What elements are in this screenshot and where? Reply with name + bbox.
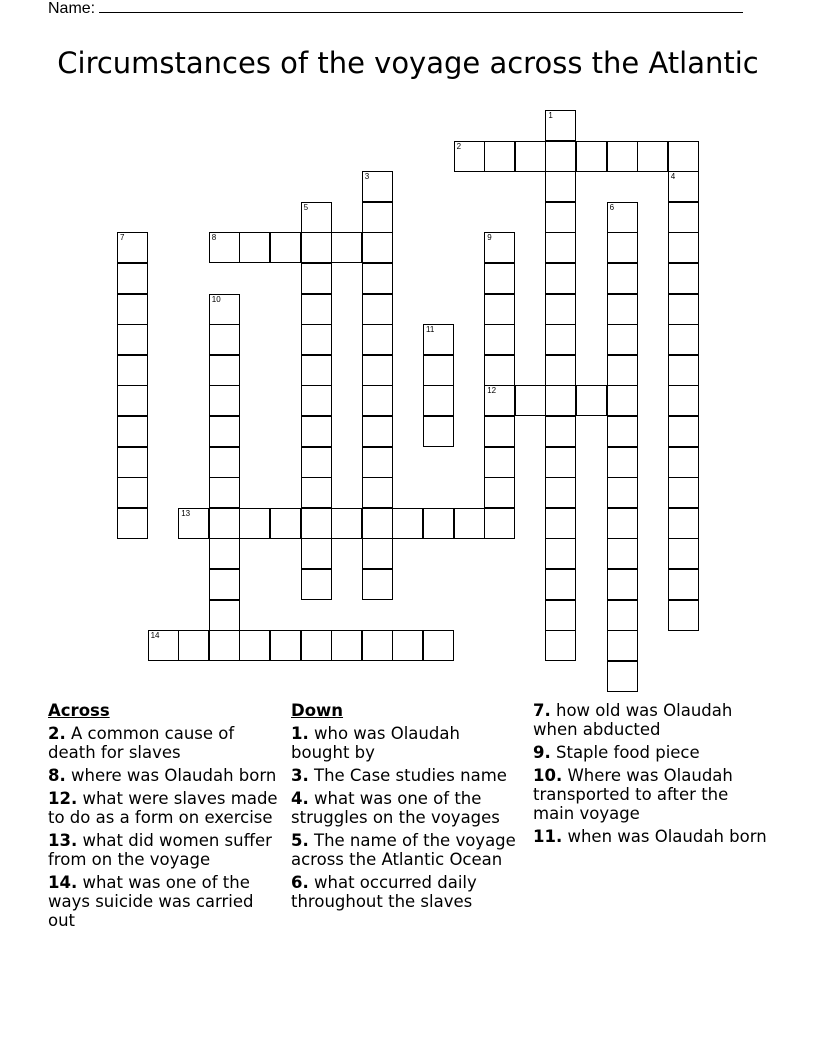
grid-cell[interactable] bbox=[270, 508, 301, 539]
grid-cell[interactable] bbox=[668, 447, 699, 478]
clue-across-8 bbox=[48, 766, 278, 785]
clue-down-1 bbox=[291, 724, 523, 762]
grid-cell[interactable] bbox=[117, 508, 148, 539]
down-clues-continued bbox=[533, 701, 773, 850]
grid-cell[interactable] bbox=[362, 385, 393, 416]
grid-cell[interactable] bbox=[209, 630, 240, 661]
grid-cell[interactable] bbox=[270, 630, 301, 661]
grid-cell[interactable] bbox=[607, 661, 638, 692]
grid-cell[interactable] bbox=[301, 202, 332, 233]
grid-cell[interactable] bbox=[239, 508, 270, 539]
grid-cell[interactable] bbox=[209, 600, 240, 631]
grid-cell[interactable] bbox=[545, 263, 576, 294]
clue-number: 13. bbox=[48, 831, 78, 850]
grid-cell[interactable] bbox=[668, 202, 699, 233]
grid-cell[interactable] bbox=[668, 232, 699, 263]
grid-cell[interactable] bbox=[209, 447, 240, 478]
grid-cell[interactable] bbox=[545, 171, 576, 202]
grid-cell[interactable] bbox=[209, 355, 240, 386]
grid-cell[interactable] bbox=[607, 324, 638, 355]
cell-number: 2 bbox=[456, 141, 462, 151]
grid-cell[interactable] bbox=[209, 477, 240, 508]
grid-cell[interactable] bbox=[607, 263, 638, 294]
grid-cell[interactable] bbox=[270, 232, 301, 263]
grid-cell[interactable] bbox=[301, 508, 332, 539]
grid-cell[interactable] bbox=[423, 385, 454, 416]
clue-number: 14. bbox=[48, 873, 78, 892]
grid-cell[interactable] bbox=[178, 508, 209, 539]
grid-cell[interactable] bbox=[239, 232, 270, 263]
grid-cell[interactable] bbox=[301, 263, 332, 294]
grid-cell[interactable] bbox=[607, 508, 638, 539]
across-heading: Across bbox=[48, 701, 110, 720]
grid-cell[interactable] bbox=[668, 477, 699, 508]
grid-cell[interactable] bbox=[668, 600, 699, 631]
grid-cell[interactable] bbox=[607, 385, 638, 416]
grid-cell[interactable] bbox=[545, 416, 576, 447]
grid-cell[interactable] bbox=[607, 447, 638, 478]
grid-cell[interactable] bbox=[117, 447, 148, 478]
grid-cell[interactable] bbox=[209, 232, 240, 263]
clue-down-7 bbox=[533, 701, 773, 739]
grid-cell[interactable] bbox=[545, 110, 576, 141]
grid-cell[interactable] bbox=[607, 569, 638, 600]
cell-number: 4 bbox=[670, 172, 676, 182]
grid-cell[interactable] bbox=[668, 294, 699, 325]
grid-cell[interactable] bbox=[362, 294, 393, 325]
clue-across-2 bbox=[48, 724, 278, 762]
grid-cell[interactable] bbox=[515, 141, 546, 172]
grid-cell[interactable] bbox=[117, 385, 148, 416]
grid-cell[interactable] bbox=[239, 630, 270, 661]
name-label: Name: bbox=[48, 0, 96, 17]
grid-cell[interactable] bbox=[301, 416, 332, 447]
cell-number: 7 bbox=[120, 233, 125, 243]
clue-text: what occurred daily throughout the slaves bbox=[291, 873, 477, 911]
clue-down-10 bbox=[533, 766, 773, 823]
clue-number: 8. bbox=[48, 766, 66, 785]
grid-cell[interactable] bbox=[484, 508, 515, 539]
grid-cell[interactable] bbox=[668, 416, 699, 447]
grid-cell[interactable] bbox=[362, 263, 393, 294]
clue-down-11 bbox=[533, 827, 773, 846]
clue-text: how old was Olaudah when abducted bbox=[533, 701, 733, 739]
grid-cell[interactable] bbox=[454, 141, 485, 172]
grid-cell[interactable] bbox=[117, 416, 148, 447]
grid-cell[interactable] bbox=[484, 263, 515, 294]
grid-cell[interactable] bbox=[668, 538, 699, 569]
grid-cell[interactable] bbox=[484, 294, 515, 325]
grid-cell[interactable] bbox=[423, 355, 454, 386]
cell-number: 14 bbox=[150, 631, 160, 641]
grid-cell[interactable] bbox=[576, 141, 607, 172]
clue-across-14 bbox=[48, 873, 278, 930]
grid-cell[interactable] bbox=[545, 385, 576, 416]
grid-cell[interactable] bbox=[607, 202, 638, 233]
clue-text: The name of the voyage across the Atlantic Ocean bbox=[291, 831, 516, 869]
clue-down-5 bbox=[291, 831, 523, 869]
clue-text: what was one of the ways suicide was carried out bbox=[48, 873, 254, 930]
grid-cell[interactable] bbox=[423, 508, 454, 539]
grid-cell[interactable] bbox=[301, 232, 332, 263]
across-clues bbox=[48, 701, 278, 934]
grid-cell[interactable] bbox=[301, 355, 332, 386]
clue-text: what were slaves made to do as a form on exercise bbox=[48, 789, 278, 827]
grid-cell[interactable] bbox=[607, 630, 638, 661]
grid-cell[interactable] bbox=[301, 324, 332, 355]
grid-cell[interactable] bbox=[545, 355, 576, 386]
clue-number: 5. bbox=[291, 831, 309, 850]
clue-number: 9. bbox=[533, 743, 551, 762]
clue-across-12 bbox=[48, 789, 278, 827]
grid-cell[interactable] bbox=[484, 232, 515, 263]
grid-cell[interactable] bbox=[607, 538, 638, 569]
grid-cell[interactable] bbox=[362, 508, 393, 539]
clue-number: 1. bbox=[291, 724, 309, 743]
cell-number: 10 bbox=[211, 294, 221, 304]
grid-cell[interactable] bbox=[117, 355, 148, 386]
grid-cell[interactable] bbox=[209, 324, 240, 355]
grid-cell[interactable] bbox=[362, 202, 393, 233]
grid-cell[interactable] bbox=[362, 477, 393, 508]
grid-cell[interactable] bbox=[209, 569, 240, 600]
grid-cell[interactable] bbox=[301, 385, 332, 416]
clue-number: 11. bbox=[533, 827, 563, 846]
grid-cell[interactable] bbox=[209, 538, 240, 569]
grid-cell[interactable] bbox=[331, 508, 362, 539]
grid-cell[interactable] bbox=[117, 232, 148, 263]
clue-number: 2. bbox=[48, 724, 66, 743]
cell-number: 3 bbox=[364, 172, 370, 182]
clue-number: 6. bbox=[291, 873, 309, 892]
clue-down-9 bbox=[533, 743, 773, 762]
clue-text: The Case studies name bbox=[314, 766, 507, 785]
clue-down-6 bbox=[291, 873, 523, 911]
grid-cell[interactable] bbox=[668, 141, 699, 172]
grid-cell[interactable] bbox=[668, 324, 699, 355]
grid-cell[interactable] bbox=[301, 294, 332, 325]
grid-cell[interactable] bbox=[148, 630, 179, 661]
grid-cell[interactable] bbox=[301, 630, 332, 661]
grid-cell[interactable] bbox=[117, 477, 148, 508]
grid-cell[interactable] bbox=[576, 385, 607, 416]
grid-cell[interactable] bbox=[362, 171, 393, 202]
down-clues bbox=[291, 701, 523, 915]
clue-text: what did women suffer from on the voyage bbox=[48, 831, 272, 869]
grid-cell[interactable] bbox=[545, 630, 576, 661]
grid-cell[interactable] bbox=[301, 569, 332, 600]
clue-text: A common cause of death for slaves bbox=[48, 724, 235, 762]
grid-cell[interactable] bbox=[484, 477, 515, 508]
grid-cell[interactable] bbox=[362, 569, 393, 600]
clue-down-4 bbox=[291, 789, 523, 827]
grid-cell[interactable] bbox=[117, 263, 148, 294]
clue-text: who was Olaudah bought by bbox=[291, 724, 460, 762]
grid-cell[interactable] bbox=[209, 416, 240, 447]
clue-number: 4. bbox=[291, 789, 309, 808]
cell-number: 8 bbox=[211, 233, 217, 243]
grid-cell[interactable] bbox=[423, 324, 454, 355]
grid-cell[interactable] bbox=[362, 538, 393, 569]
clue-number: 12. bbox=[48, 789, 78, 808]
grid-cell[interactable] bbox=[668, 569, 699, 600]
grid-cell[interactable] bbox=[331, 232, 362, 263]
cell-number: 5 bbox=[303, 202, 309, 212]
grid-cell[interactable] bbox=[362, 416, 393, 447]
grid-cell[interactable] bbox=[545, 202, 576, 233]
clue-text: when was Olaudah born bbox=[567, 827, 767, 846]
grid-cell[interactable] bbox=[545, 477, 576, 508]
cell-number: 6 bbox=[609, 202, 615, 212]
grid-cell[interactable] bbox=[484, 385, 515, 416]
down-heading: Down bbox=[291, 701, 344, 720]
grid-cell[interactable] bbox=[301, 447, 332, 478]
grid-cell[interactable] bbox=[362, 447, 393, 478]
grid-cell[interactable] bbox=[607, 141, 638, 172]
grid-cell[interactable] bbox=[301, 477, 332, 508]
grid-cell[interactable] bbox=[545, 569, 576, 600]
grid-cell[interactable] bbox=[607, 232, 638, 263]
grid-cell[interactable] bbox=[484, 416, 515, 447]
grid-cell[interactable] bbox=[668, 385, 699, 416]
clue-text: what was one of the struggles on the voyages bbox=[291, 789, 500, 827]
grid-cell[interactable] bbox=[668, 263, 699, 294]
cell-number: 13 bbox=[181, 508, 191, 518]
grid-cell[interactable] bbox=[607, 416, 638, 447]
grid-cell[interactable] bbox=[362, 324, 393, 355]
grid-cell[interactable] bbox=[545, 141, 576, 172]
grid-cell[interactable] bbox=[362, 355, 393, 386]
clue-number: 7. bbox=[533, 701, 551, 720]
grid-cell[interactable] bbox=[545, 324, 576, 355]
grid-cell[interactable] bbox=[117, 294, 148, 325]
clue-text: where was Olaudah born bbox=[71, 766, 277, 785]
grid-cell[interactable] bbox=[423, 416, 454, 447]
clue-text: Staple food piece bbox=[556, 743, 700, 762]
grid-cell[interactable] bbox=[484, 141, 515, 172]
grid-cell[interactable] bbox=[545, 508, 576, 539]
grid-cell[interactable] bbox=[545, 538, 576, 569]
grid-cell[interactable] bbox=[545, 447, 576, 478]
cell-number: 11 bbox=[426, 325, 435, 335]
grid-cell[interactable] bbox=[209, 294, 240, 325]
grid-cell[interactable] bbox=[454, 508, 485, 539]
clue-down-3 bbox=[291, 766, 523, 785]
grid-cell[interactable] bbox=[301, 538, 332, 569]
grid-cell[interactable] bbox=[607, 294, 638, 325]
clue-across-13 bbox=[48, 831, 278, 869]
grid-cell[interactable] bbox=[607, 600, 638, 631]
grid-cell[interactable] bbox=[423, 630, 454, 661]
grid-cell[interactable] bbox=[668, 355, 699, 386]
grid-cell[interactable] bbox=[362, 630, 393, 661]
clue-text: Where was Olaudah transported to after the main voyage bbox=[533, 766, 733, 823]
grid-cell[interactable] bbox=[209, 508, 240, 539]
grid-cell[interactable] bbox=[545, 232, 576, 263]
grid-cell[interactable] bbox=[484, 355, 515, 386]
grid-cell[interactable] bbox=[362, 232, 393, 263]
grid-cell[interactable] bbox=[607, 355, 638, 386]
cell-number: 1 bbox=[548, 111, 553, 120]
grid-cell[interactable] bbox=[484, 447, 515, 478]
grid-cell[interactable] bbox=[392, 630, 423, 661]
grid-cell[interactable] bbox=[392, 508, 423, 539]
grid-cell[interactable] bbox=[637, 141, 668, 172]
clue-number: 10. bbox=[533, 766, 563, 785]
grid-cell[interactable] bbox=[117, 324, 148, 355]
grid-cell[interactable] bbox=[484, 324, 515, 355]
clue-number: 3. bbox=[291, 766, 309, 785]
page-title: Circumstances of the voyage across the Atlantic bbox=[57, 46, 759, 80]
grid-cell[interactable] bbox=[331, 630, 362, 661]
cell-number: 12 bbox=[487, 386, 497, 396]
grid-cell[interactable] bbox=[668, 171, 699, 202]
grid-cell[interactable] bbox=[178, 630, 209, 661]
grid-cell[interactable] bbox=[545, 600, 576, 631]
grid-cell[interactable] bbox=[545, 294, 576, 325]
grid-cell[interactable] bbox=[515, 385, 546, 416]
cell-number: 9 bbox=[487, 233, 492, 243]
grid-cell[interactable] bbox=[668, 508, 699, 539]
grid-cell[interactable] bbox=[607, 477, 638, 508]
grid-cell[interactable] bbox=[209, 385, 240, 416]
